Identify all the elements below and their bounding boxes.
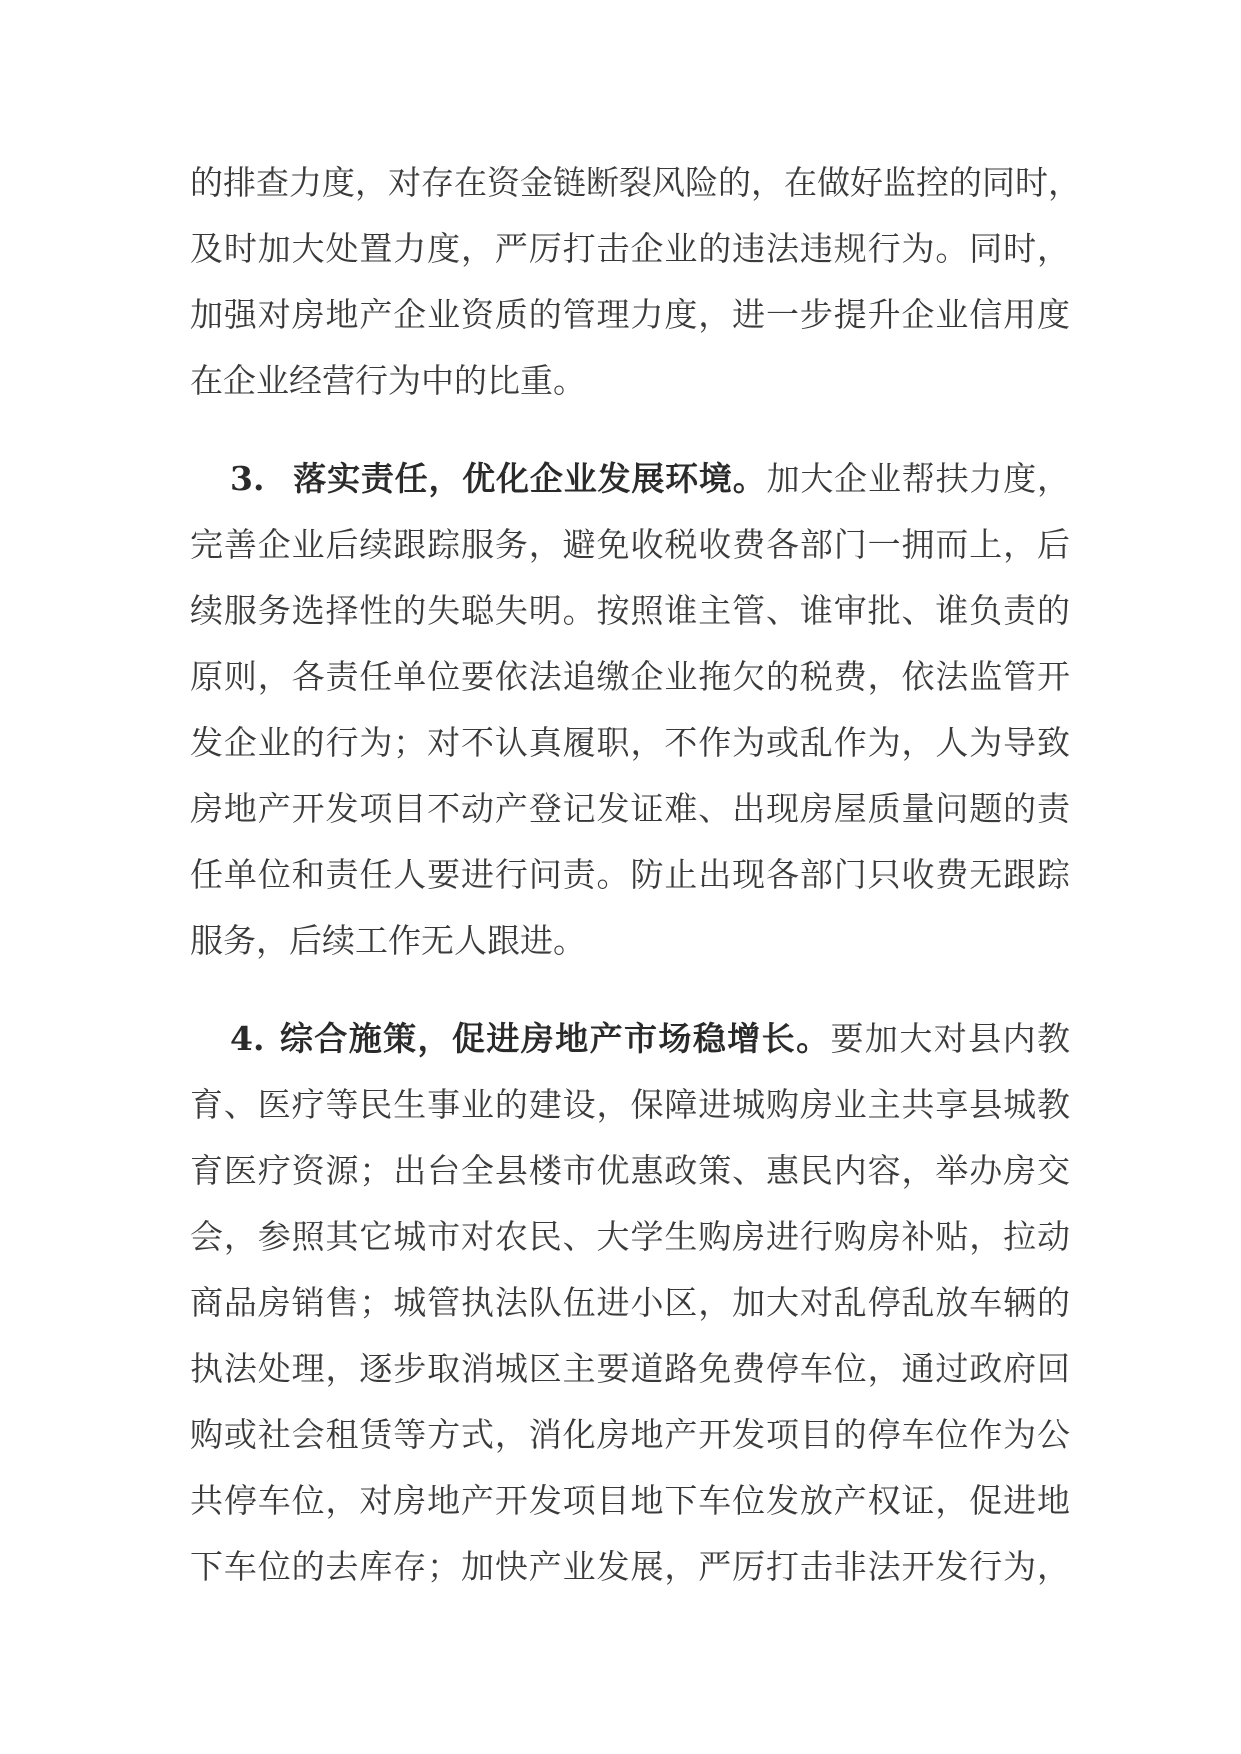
text-line: 的排查力度，对存在资金链断裂风险的，在做好监控的同时，	[190, 163, 1081, 202]
item-number: 4.	[230, 1019, 265, 1058]
paragraph-item-3	[190, 446, 1070, 974]
item-text: 要加大对县内教	[830, 1019, 1071, 1058]
text-line: 服务，后续工作无人跟进。	[190, 921, 586, 960]
paragraph-first-line	[190, 1006, 1070, 1072]
item-number: 3.	[230, 459, 265, 498]
text-line: 加强对房地产企业资质的管理力度，进一步提升企业信用度	[190, 295, 1070, 334]
text-line: 商品房销售；城管执法队伍进小区，加大对乱停乱放车辆的	[190, 1283, 1070, 1322]
text-line: 共停车位，对房地产开发项目地下车位发放产权证，促进地	[190, 1481, 1070, 1520]
text-line: 在企业经营行为中的比重。	[190, 361, 586, 400]
text-line: 会，参照其它城市对农民、大学生购房进行购房补贴，拉动	[190, 1217, 1070, 1256]
paragraph-continuation	[190, 150, 1081, 414]
text-line: 购或社会租赁等方式，消化房地产开发项目的停车位作为公	[190, 1415, 1070, 1454]
text-line: 完善企业后续跟踪服务，避免收税收费各部门一拥而上，后	[190, 525, 1070, 564]
text-line: 及时加大处置力度，严厉打击企业的违法违规行为。同时，	[190, 229, 1070, 268]
text-line: 育、医疗等民生事业的建设，保障进城购房业主共享县城教	[190, 1085, 1070, 1124]
text-line: 房地产开发项目不动产登记发证难、出现房屋质量问题的责	[190, 789, 1070, 828]
document-page	[190, 150, 1081, 1600]
text-line: 执法处理，逐步取消城区主要道路免费停车位，通过政府回	[190, 1349, 1070, 1388]
text-line: 原则，各责任单位要依法追缴企业拖欠的税费，依法监管开	[190, 657, 1070, 696]
paragraph-item-4	[190, 1006, 1070, 1600]
item-heading: 落实责任，优化企业发展环境。	[292, 459, 767, 498]
item-heading: 综合施策，促进房地产市场稳增长。	[278, 1019, 831, 1058]
text-line: 发企业的行为；对不认真履职，不作为或乱作为，人为导致	[190, 723, 1070, 762]
text-line: 下车位的去库存；加快产业发展，严厉打击非法开发行为，	[190, 1547, 1070, 1586]
paragraph-first-line	[190, 446, 1070, 512]
text-line: 续服务选择性的失聪失明。按照谁主管、谁审批、谁负责的	[190, 591, 1070, 630]
item-text: 加大企业帮扶力度，	[766, 459, 1071, 498]
text-line: 任单位和责任人要进行问责。防止出现各部门只收费无跟踪	[190, 855, 1070, 894]
text-line: 育医疗资源；出台全县楼市优惠政策、惠民内容，举办房交	[190, 1151, 1070, 1190]
